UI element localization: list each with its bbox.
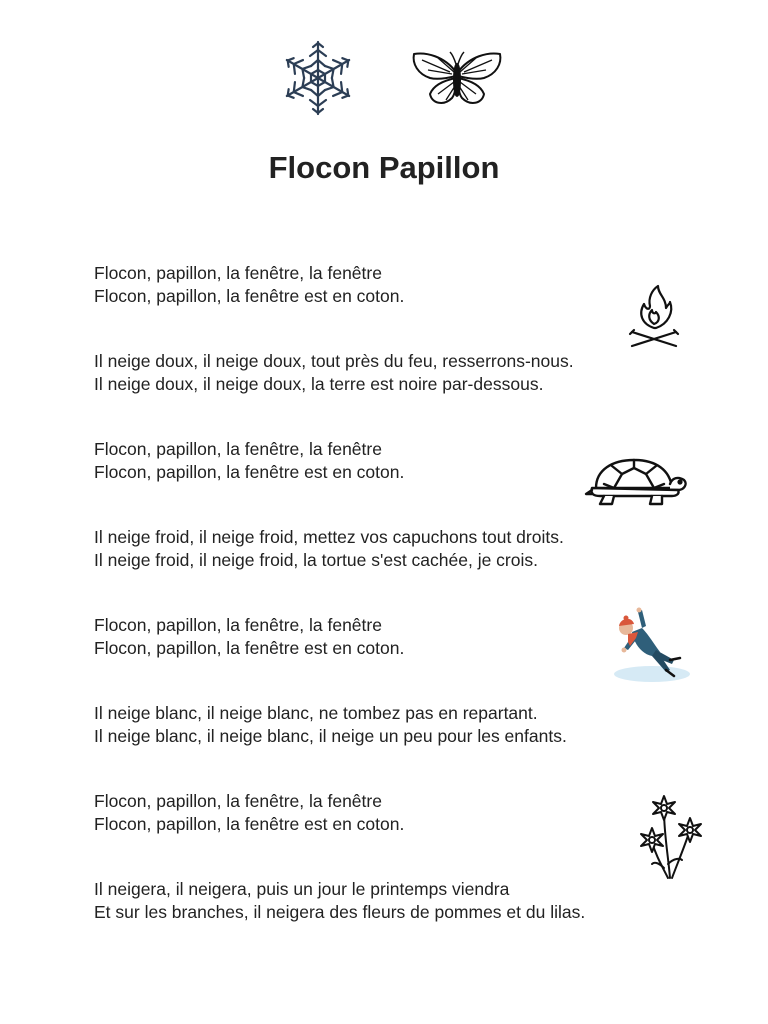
poem-line: Il neige blanc, il neige blanc, il neige un peu pour les enfants. [94,726,567,746]
poem-line: Flocon, papillon, la fenêtre est en coton. [94,638,405,658]
poem-line: Et sur les branches, il neigera des fleurs de pommes et du lilas. [94,902,586,922]
poem-line: Il neige doux, il neige doux, la terre est noire par-dessous. [94,374,544,394]
poem-line: Il neige doux, il neige doux, tout près du feu, resserrons-nous. [94,351,574,371]
stanza [94,790,694,836]
poem-line: Il neige blanc, il neige blanc, ne tombez pas en repartant. [94,703,538,723]
poem [94,262,694,966]
stanza [94,702,694,748]
poem-line: Il neige froid, il neige froid, mettez vos capuchons tout droits. [94,527,564,547]
turtle-icon [584,454,690,506]
ice-skater-icon [608,604,692,686]
page-title: Flocon Papillon [268,150,500,185]
flowers-icon [634,794,708,880]
poem-line: Flocon, papillon, la fenêtre, la fenêtre [94,615,382,635]
campfire-icon [626,284,682,350]
stanza [94,526,694,572]
poem-line: Flocon, papillon, la fenêtre est en coton. [94,462,405,482]
header-icons [0,38,768,118]
poem-line: Flocon, papillon, la fenêtre est en coton. [94,814,405,834]
poem-line: Il neigera, il neigera, puis un jour le printemps viendra [94,879,510,899]
poem-line: Flocon, papillon, la fenêtre, la fenêtre [94,263,382,283]
snowflake-icon [276,38,360,118]
poem-line: Flocon, papillon, la fenêtre, la fenêtre [94,439,382,459]
stanza [94,350,694,396]
poem-line: Flocon, papillon, la fenêtre, la fenêtre [94,791,382,811]
poem-line: Flocon, papillon, la fenêtre est en coton. [94,286,405,306]
stanza [94,262,694,308]
stanza [94,614,694,660]
butterfly-icon [410,50,504,108]
stanza [94,878,694,924]
poem-line: Il neige froid, il neige froid, la tortue s'est cachée, je crois. [94,550,538,570]
